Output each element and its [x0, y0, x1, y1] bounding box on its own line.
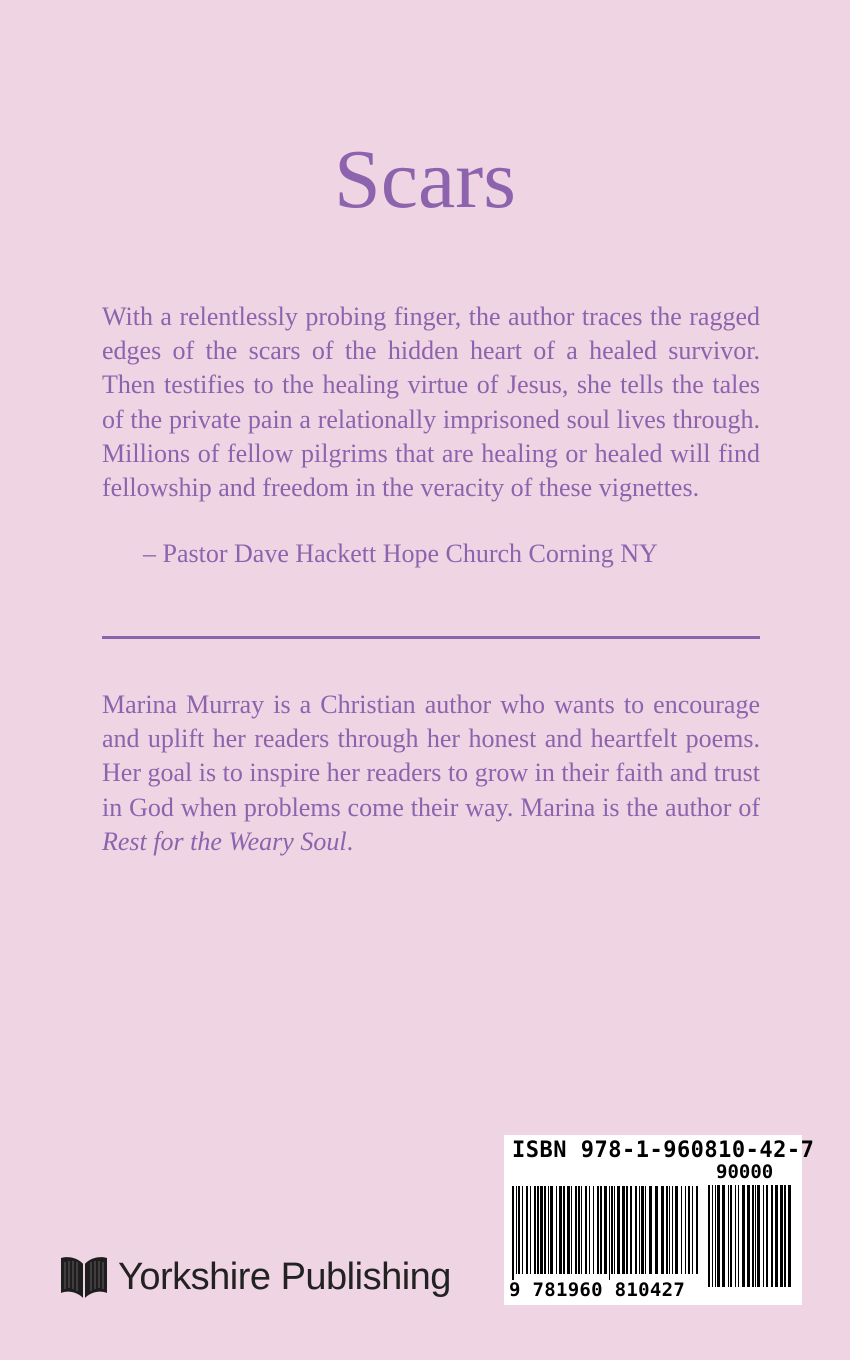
barcode-bar: [788, 1185, 791, 1287]
barcode-bar: [604, 1186, 607, 1274]
barcode-bar: [717, 1185, 720, 1287]
barcode-bar: [730, 1185, 732, 1287]
barcode-bar: [581, 1186, 582, 1274]
barcode-bar: [522, 1186, 523, 1274]
barcode-bar: [681, 1186, 682, 1274]
barcode-bar: [559, 1186, 562, 1274]
barcode-bar: [526, 1186, 528, 1274]
barcode-bar: [548, 1186, 549, 1274]
book-title: Scars: [334, 133, 516, 226]
barcode-bar: [639, 1186, 640, 1274]
barcode-bar: [534, 1186, 536, 1274]
barcode-bar: [780, 1185, 783, 1287]
barcode-bar: [611, 1186, 613, 1274]
barcode-bar: [692, 1186, 693, 1274]
barcode-bar: [661, 1186, 664, 1274]
barcode-bar: [518, 1186, 520, 1274]
section-divider: [102, 636, 760, 639]
barcode-bar: [617, 1186, 620, 1274]
barcode-bar: [685, 1186, 686, 1274]
barcode-bar: [578, 1186, 580, 1274]
author-bio-text: Marina Murray is a Christian author who wants to encourage and uplift her readers through her honest and heartfelt poems. Her goal is to inspire her readers to grow in their faith and trust in God when problems come their way. Marina is the author of: [102, 690, 760, 822]
barcode-bar: [666, 1186, 668, 1274]
barcode-bar: [771, 1185, 773, 1287]
barcode-bar: [575, 1186, 577, 1274]
barcode-bar: [622, 1186, 625, 1274]
barcode-bar: [600, 1186, 602, 1274]
endorsement-attribution: – Pastor Dave Hackett Hope Church Corning NY: [143, 539, 658, 568]
barcode-bar: [712, 1185, 713, 1287]
barcode-bar: [742, 1185, 745, 1287]
barcode-bar: [609, 1186, 610, 1280]
barcode-bar: [614, 1186, 615, 1274]
barcode-bar: [735, 1185, 736, 1287]
barcode-bar: [516, 1186, 517, 1274]
barcode-bar: [597, 1186, 599, 1274]
endorsement-blurb: [102, 300, 760, 505]
barcode-bar: [766, 1185, 768, 1287]
barcode-bar: [757, 1185, 760, 1287]
barcode-bar: [530, 1186, 531, 1274]
barcode-bar: [775, 1185, 778, 1287]
barcode-bar: [752, 1185, 754, 1287]
barcode-bar: [567, 1186, 570, 1274]
author-bio: [102, 688, 760, 859]
barcode-bar: [672, 1186, 673, 1274]
barcode-bar: [696, 1186, 698, 1274]
barcode-bar: [715, 1185, 716, 1287]
barcode-bars: [512, 1186, 702, 1280]
barcode-bar: [655, 1186, 658, 1274]
barcode-bar: [738, 1185, 739, 1287]
publisher-name: Yorkshire Publishing: [118, 1255, 451, 1298]
endorsement-text: With a relentlessly probing finger, the author traces the ragged edges of the scars of the hidden heart of a healed survivor. Then testifies to the healing virtue of Jesus, she tells the tales of the private pain a relationally imprisoned soul lives through. Millions of fellow pilgrims that are healing or healed will find fellowship and freedom in the veracity of these vignettes.: [102, 302, 760, 503]
addon-barcode-bars: [708, 1185, 794, 1293]
barcode-bar: [763, 1185, 764, 1287]
barcode-bar: [784, 1185, 786, 1287]
barcode-bar: [669, 1186, 670, 1274]
barcode-bar: [649, 1186, 652, 1274]
barcode-bar: [563, 1186, 565, 1274]
barcode-bar: [540, 1186, 543, 1274]
barcode-bar: [550, 1186, 553, 1274]
barcode-bar: [571, 1186, 572, 1274]
isbn-number: ISBN 978-1-960810-42-7: [512, 1138, 815, 1163]
barcode-bar: [544, 1186, 546, 1274]
barcode-bar: [556, 1186, 557, 1274]
barcode-bar: [708, 1185, 710, 1287]
barcode-bar: [585, 1186, 587, 1274]
barcode-bar: [755, 1185, 756, 1287]
ean-digits: 9 781960 810427: [509, 1279, 686, 1301]
barcode-bar: [626, 1186, 628, 1274]
barcode-bar: [537, 1186, 539, 1274]
barcode-bar: [630, 1186, 632, 1274]
price-code: 90000: [716, 1161, 774, 1183]
barcode-bar: [747, 1185, 750, 1287]
barcode-bar: [589, 1186, 590, 1274]
barcode-bar: [688, 1186, 690, 1274]
barcode-bar: [675, 1186, 678, 1274]
barcode-bar: [635, 1186, 637, 1274]
barcode-bar: [512, 1186, 514, 1280]
author-bio-end: .: [346, 826, 354, 856]
barcode-bar: [641, 1186, 644, 1274]
open-book-icon: [58, 1253, 110, 1301]
barcode-bar: [722, 1185, 725, 1287]
barcode-bar: [593, 1186, 594, 1274]
publisher-logo: [58, 1252, 451, 1302]
barcode-bar: [645, 1186, 646, 1274]
author-previous-book: Rest for the Weary Soul: [102, 826, 347, 856]
barcode-bar: [728, 1185, 729, 1287]
